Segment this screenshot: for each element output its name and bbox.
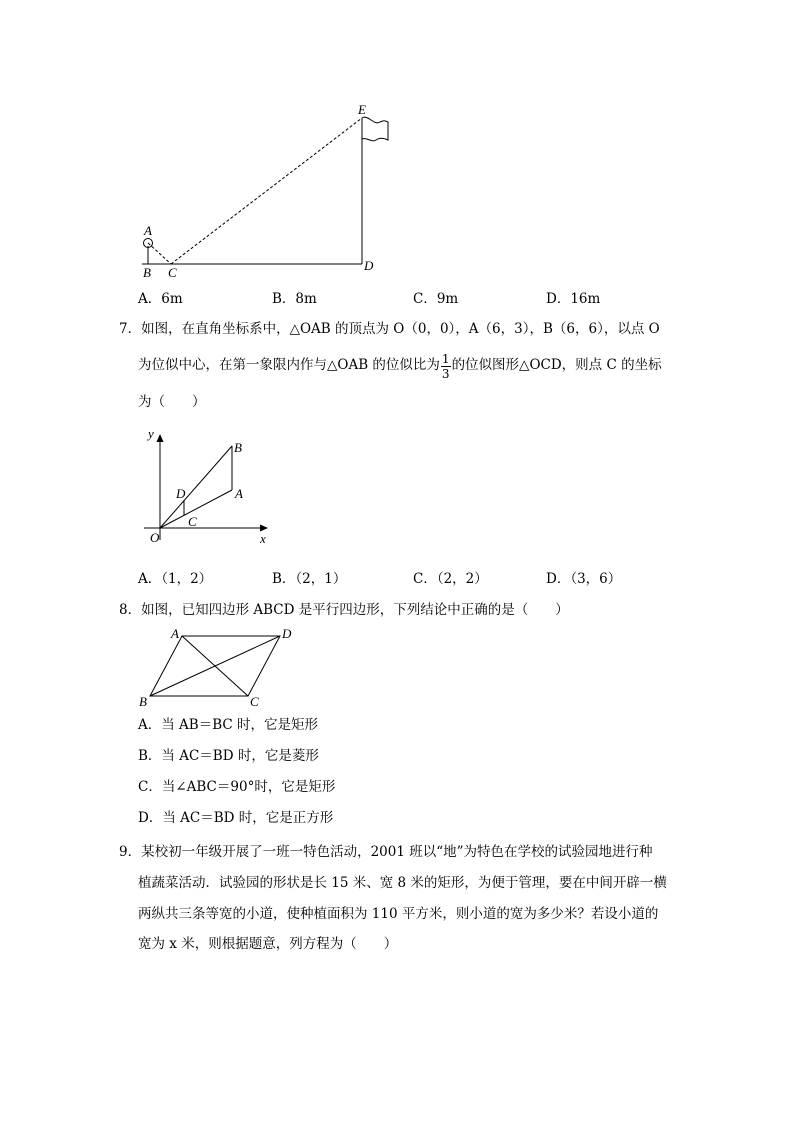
label-B: B (143, 265, 151, 280)
q9-line-2: 植蔬菜活动．试验园的形状是长 15 米、宽 8 米的矩形，为便于管理，要在中间开辟一横 (138, 875, 667, 891)
q7-option-a[interactable]: A．（1，2） (138, 571, 213, 587)
q7-option-d[interactable]: D．（3，6） (546, 571, 622, 587)
label-C: C (168, 265, 177, 280)
q6-option-d[interactable]: D．16m (546, 291, 601, 307)
label-E: E (358, 102, 366, 117)
label-A: A (144, 223, 152, 238)
label-A: A (171, 626, 179, 641)
q8-option-c[interactable]: C．当∠ABC＝90°时，它是矩形 (138, 779, 336, 795)
label-D: D (364, 258, 374, 273)
q7-line-2-pre: 为位似中心，在第一象限内作与△OAB 的位似比为 (138, 357, 440, 374)
q7-option-b[interactable]: B．（2，1） (272, 571, 347, 587)
label-A: A (235, 486, 243, 501)
q6-option-c[interactable]: C．9m (413, 291, 459, 307)
q6-option-b[interactable]: B．8m (272, 291, 317, 307)
q6-option-a[interactable]: A．6m (138, 291, 183, 307)
q9-line-1: 9．某校初一年级开展了一班一特色活动，2001 班以“地”为特色在学校的试验园地进行种 (119, 844, 653, 860)
axis-label-x: x (260, 531, 266, 546)
label-D: D (176, 486, 186, 501)
fraction-numerator: 1 (441, 351, 450, 366)
q7-line-1: 7．如图，在直角坐标系中，△OAB 的顶点为 O（0，0），A（6，3），B（6，6），以点 O (119, 321, 660, 337)
q8-stem: 8．如图，已知四边形 ABCD 是平行四边形，下列结论中正确的是（ ） (119, 602, 569, 618)
label-C: C (188, 514, 197, 529)
axis-label-y: y (148, 426, 154, 441)
label-D: D (282, 626, 292, 641)
q9-line-3: 两纵共三条等宽的小道，使种植面积为 110 平方米，则小道的宽为多少米？若设小道的 (138, 906, 659, 922)
label-C: C (250, 694, 259, 709)
fraction-denominator: 3 (441, 366, 450, 381)
label-B: B (139, 694, 147, 709)
q8-option-d[interactable]: D．当 AC＝BD 时，它是正方形 (138, 810, 334, 826)
q9-line-4: 宽为 x 米，则根据题意，列方程为（ ） (138, 936, 398, 952)
label-B: B (234, 440, 242, 455)
label-O: O (150, 530, 160, 545)
q7-line-3: 为（ ） (138, 394, 206, 410)
q7-line-2-post: 的位似图形△OCD，则点 C 的坐标 (451, 357, 662, 374)
q7-option-c[interactable]: C．（2，2） (413, 571, 488, 587)
q8-option-a[interactable]: A．当 AB＝BC 时，它是矩形 (138, 717, 319, 733)
q8-option-b[interactable]: B．当 AC＝BD 时，它是菱形 (138, 748, 319, 764)
